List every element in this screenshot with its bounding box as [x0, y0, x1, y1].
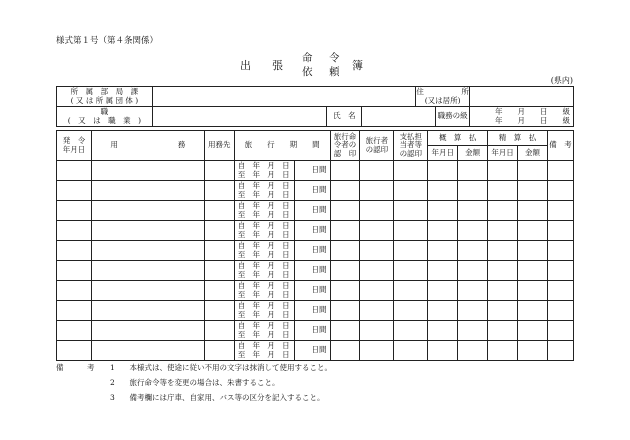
- col-settlement: 精 算 払: [488, 131, 548, 146]
- notes-label: 備 考: [56, 363, 103, 372]
- cell-estimate-date[interactable]: [428, 301, 458, 321]
- cell-days[interactable]: 日間: [294, 161, 330, 181]
- cell-traveler-seal[interactable]: [360, 221, 394, 241]
- title-char: 簿: [352, 59, 363, 72]
- cell-traveler-seal[interactable]: [360, 301, 394, 321]
- col-payer-seal: 支払担 当者等 の認印: [394, 131, 428, 161]
- grade-field[interactable]: 年 月 日 級 年 月 日 級: [470, 107, 574, 127]
- cell-traveler-seal[interactable]: [360, 341, 394, 361]
- cell-estimate-amount[interactable]: [458, 181, 488, 201]
- cell-business[interactable]: [91, 261, 204, 281]
- cell-order-seal[interactable]: [330, 341, 360, 361]
- cell-settlement-date[interactable]: [488, 161, 518, 181]
- cell-date[interactable]: [57, 261, 92, 281]
- cell-estimate-date[interactable]: [428, 241, 458, 261]
- cell-settlement-date[interactable]: [488, 261, 518, 281]
- cell-traveler-seal[interactable]: [360, 241, 394, 261]
- cell-estimate-date[interactable]: [428, 221, 458, 241]
- cell-settlement-date[interactable]: [488, 201, 518, 221]
- title-char: 出: [240, 59, 251, 72]
- dept-label: 所 属 部 局 課 ( 又 は 所 属 団 体 ): [57, 87, 153, 107]
- cell-settlement-amount[interactable]: [518, 321, 548, 341]
- col-estimate-date: 年月日: [428, 146, 458, 161]
- cell-days[interactable]: 日間: [294, 221, 330, 241]
- position-label: 職 ( 又 は 職 業 ): [57, 107, 153, 127]
- title-char: 依: [302, 66, 313, 78]
- cell-settlement-date[interactable]: [488, 181, 518, 201]
- cell-period[interactable]: 自 年 月 日 至 年 月 日: [234, 241, 294, 261]
- cell-estimate-amount[interactable]: [458, 281, 488, 301]
- cell-traveler-seal[interactable]: [360, 201, 394, 221]
- col-estimate: 概 算 払: [428, 131, 488, 146]
- cell-destination[interactable]: [204, 181, 234, 201]
- cell-estimate-date[interactable]: [428, 281, 458, 301]
- cell-destination[interactable]: [204, 241, 234, 261]
- cell-settlement-amount[interactable]: [518, 221, 548, 241]
- cell-days[interactable]: 日間: [294, 241, 330, 261]
- title-char: 頼: [329, 66, 340, 78]
- grade-label: 職務の級: [436, 107, 470, 127]
- cell-payer-seal[interactable]: [394, 261, 428, 281]
- cell-estimate-amount[interactable]: [458, 221, 488, 241]
- cell-traveler-seal[interactable]: [360, 181, 394, 201]
- cell-remarks[interactable]: [547, 221, 573, 241]
- cell-settlement-date[interactable]: [488, 221, 518, 241]
- cell-settlement-amount[interactable]: [518, 201, 548, 221]
- cell-business[interactable]: [91, 161, 204, 181]
- cell-period[interactable]: 自 年 月 日 至 年 月 日: [234, 201, 294, 221]
- cell-business[interactable]: [91, 341, 204, 361]
- position-field[interactable]: [152, 107, 327, 127]
- cell-estimate-amount[interactable]: [458, 241, 488, 261]
- cell-remarks[interactable]: [547, 201, 573, 221]
- travel-record-table: [56, 130, 574, 361]
- cell-settlement-date[interactable]: [488, 321, 518, 341]
- col-settlement-date: 年月日: [488, 146, 518, 161]
- cell-period[interactable]: 自 年 月 日 至 年 月 日: [234, 281, 294, 301]
- cell-order-seal[interactable]: [330, 261, 360, 281]
- cell-remarks[interactable]: [547, 301, 573, 321]
- notes: 備 考 1 本様式は、使途に従い不用の文字は抹消して使用すること。 2 旅行命令等を変更の場合は、朱書すること。 3 備考欄には庁車、自家用、バス等の区分を記入すること。: [56, 360, 332, 405]
- document-title: [0, 50, 630, 86]
- cell-days[interactable]: 日間: [294, 181, 330, 201]
- col-business: 用 務: [91, 131, 204, 161]
- cell-traveler-seal[interactable]: [360, 161, 394, 181]
- cell-destination[interactable]: [204, 161, 234, 181]
- name-label: 氏 名: [327, 107, 362, 127]
- cell-order-seal[interactable]: [330, 201, 360, 221]
- cell-payer-seal[interactable]: [394, 221, 428, 241]
- address-label: 住 所 (又は居所): [416, 86, 469, 105]
- col-destination: 用務先: [204, 131, 234, 161]
- cell-order-seal[interactable]: [330, 241, 360, 261]
- cell-business[interactable]: [91, 241, 204, 261]
- cell-settlement-date[interactable]: [488, 301, 518, 321]
- col-order-seal: 旅行命 令者の 認 印: [330, 131, 360, 161]
- table-row: [57, 281, 574, 301]
- cell-business[interactable]: [91, 301, 204, 321]
- cell-destination[interactable]: [204, 321, 234, 341]
- cell-days[interactable]: 日間: [294, 341, 330, 361]
- form-number-label: 様式第１号（第４条関係）: [56, 36, 159, 46]
- col-date: 発 令 年月日: [57, 131, 92, 161]
- cell-destination[interactable]: [204, 221, 234, 241]
- cell-business[interactable]: [91, 201, 204, 221]
- cell-payer-seal[interactable]: [394, 281, 428, 301]
- cell-payer-seal[interactable]: [394, 161, 428, 181]
- cell-days[interactable]: 日間: [294, 321, 330, 341]
- col-estimate-amount: 金額: [458, 146, 488, 161]
- table-row: [57, 221, 574, 241]
- note-item: 本様式は、使途に従い不用の文字は抹消して使用すること。: [129, 363, 332, 372]
- cell-estimate-amount[interactable]: [458, 161, 488, 181]
- cell-estimate-date[interactable]: [428, 321, 458, 341]
- cell-remarks[interactable]: [547, 281, 573, 301]
- cell-settlement-amount[interactable]: [518, 341, 548, 361]
- cell-date[interactable]: [57, 221, 92, 241]
- table-row: [57, 261, 574, 281]
- cell-destination[interactable]: [204, 341, 234, 361]
- cell-remarks[interactable]: [547, 341, 573, 361]
- cell-order-seal[interactable]: [330, 281, 360, 301]
- table-row: [57, 321, 574, 341]
- dept-field[interactable]: [152, 87, 415, 107]
- col-traveler-seal: 旅行者 の認印: [360, 131, 394, 161]
- cell-remarks[interactable]: [547, 321, 573, 341]
- cell-estimate-amount[interactable]: [458, 321, 488, 341]
- cell-settlement-date[interactable]: [488, 281, 518, 301]
- cell-period[interactable]: 自 年 月 日 至 年 月 日: [234, 321, 294, 341]
- cell-payer-seal[interactable]: [394, 321, 428, 341]
- cell-period[interactable]: 自 年 月 日 至 年 月 日: [234, 221, 294, 241]
- cell-business[interactable]: [91, 181, 204, 201]
- cell-settlement-date[interactable]: [488, 341, 518, 361]
- cell-business[interactable]: [91, 221, 204, 241]
- cell-period[interactable]: 自 年 月 日 至 年 月 日: [234, 301, 294, 321]
- cell-days[interactable]: 日間: [294, 281, 330, 301]
- cell-payer-seal[interactable]: [394, 341, 428, 361]
- cell-destination[interactable]: [204, 281, 234, 301]
- table-row: [57, 241, 574, 261]
- cell-order-seal[interactable]: [330, 221, 360, 241]
- table-row: [57, 201, 574, 221]
- cell-period[interactable]: 自 年 月 日 至 年 月 日: [234, 261, 294, 281]
- cell-days[interactable]: 日間: [294, 301, 330, 321]
- header-table: [56, 86, 574, 127]
- cell-payer-seal[interactable]: [394, 241, 428, 261]
- cell-days[interactable]: 日間: [294, 201, 330, 221]
- cell-remarks[interactable]: [547, 181, 573, 201]
- cell-payer-seal[interactable]: [394, 301, 428, 321]
- cell-business[interactable]: [91, 281, 204, 301]
- cell-estimate-amount[interactable]: [458, 301, 488, 321]
- cell-traveler-seal[interactable]: [360, 321, 394, 341]
- cell-destination[interactable]: [204, 301, 234, 321]
- cell-period[interactable]: 自 年 月 日 至 年 月 日: [234, 161, 294, 181]
- cell-days[interactable]: 日間: [294, 261, 330, 281]
- cell-remarks[interactable]: [547, 161, 573, 181]
- cell-date[interactable]: [57, 341, 92, 361]
- cell-settlement-amount[interactable]: [518, 261, 548, 281]
- note-item: 旅行命令等を変更の場合は、朱書すること。: [129, 378, 280, 387]
- cell-order-seal[interactable]: [330, 161, 360, 181]
- cell-period[interactable]: 自 年 月 日 至 年 月 日: [234, 181, 294, 201]
- name-field[interactable]: [362, 107, 436, 127]
- cell-date[interactable]: [57, 321, 92, 341]
- col-settlement-amount: 金額: [518, 146, 548, 161]
- cell-settlement-date[interactable]: [488, 241, 518, 261]
- cell-estimate-date[interactable]: [428, 201, 458, 221]
- cell-settlement-amount[interactable]: [518, 301, 548, 321]
- address-field[interactable]: [470, 87, 574, 107]
- cell-period[interactable]: 自 年 月 日 至 年 月 日: [234, 341, 294, 361]
- table-row: [57, 301, 574, 321]
- cell-estimate-date[interactable]: [428, 261, 458, 281]
- title-char: 命: [302, 52, 313, 64]
- cell-estimate-date[interactable]: [428, 341, 458, 361]
- cell-remarks[interactable]: [547, 261, 573, 281]
- cell-estimate-date[interactable]: [428, 161, 458, 181]
- cell-destination[interactable]: [204, 261, 234, 281]
- cell-order-seal[interactable]: [330, 301, 360, 321]
- cell-estimate-amount[interactable]: [458, 201, 488, 221]
- cell-date[interactable]: [57, 201, 92, 221]
- table-row: [57, 161, 574, 181]
- cell-date[interactable]: [57, 161, 92, 181]
- cell-settlement-amount[interactable]: [518, 161, 548, 181]
- cell-payer-seal[interactable]: [394, 201, 428, 221]
- table-row: [57, 341, 574, 361]
- cell-destination[interactable]: [204, 201, 234, 221]
- cell-settlement-amount[interactable]: [518, 241, 548, 261]
- cell-settlement-amount[interactable]: [518, 181, 548, 201]
- title-char: 令: [329, 52, 340, 64]
- cell-estimate-date[interactable]: [428, 181, 458, 201]
- col-period: 旅 行 期 間: [234, 131, 330, 161]
- cell-remarks[interactable]: [547, 241, 573, 261]
- note-item: 備考欄には庁車、自家用、バス等の区分を記入すること。: [129, 393, 325, 402]
- col-remarks: 備 考: [547, 131, 573, 161]
- title-char: 張: [272, 59, 283, 72]
- cell-business[interactable]: [91, 321, 204, 341]
- cell-payer-seal[interactable]: [394, 181, 428, 201]
- cell-settlement-amount[interactable]: [518, 281, 548, 301]
- cell-traveler-seal[interactable]: [360, 281, 394, 301]
- cell-date[interactable]: [57, 301, 92, 321]
- table-row: [57, 181, 574, 201]
- prefecture-note: (県内): [550, 76, 573, 85]
- cell-order-seal[interactable]: [330, 181, 360, 201]
- cell-date[interactable]: [57, 181, 92, 201]
- cell-estimate-amount[interactable]: [458, 261, 488, 281]
- cell-order-seal[interactable]: [330, 321, 360, 341]
- cell-traveler-seal[interactable]: [360, 261, 394, 281]
- cell-estimate-amount[interactable]: [458, 341, 488, 361]
- cell-date[interactable]: [57, 281, 92, 301]
- cell-date[interactable]: [57, 241, 92, 261]
